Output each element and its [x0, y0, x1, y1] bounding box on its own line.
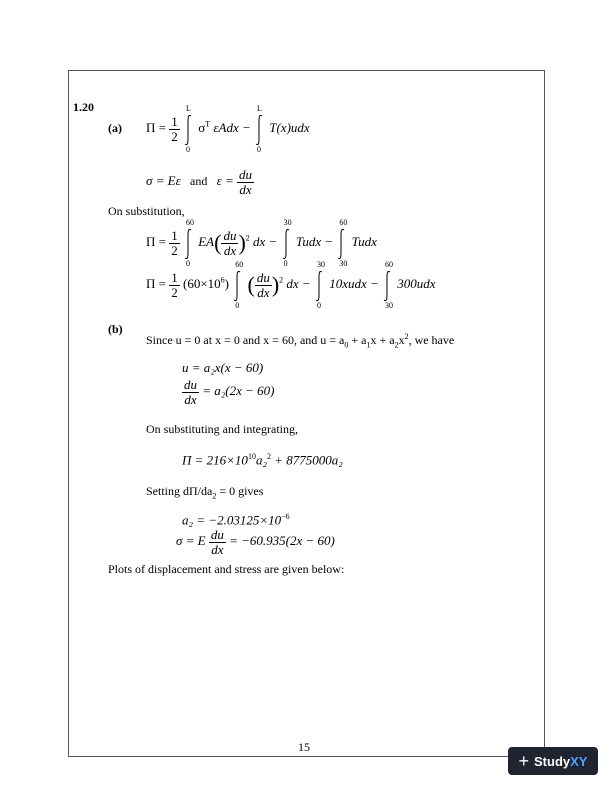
integral-icon: 30 0 — [316, 260, 325, 310]
page-number: 15 — [298, 740, 310, 754]
page-border — [68, 70, 545, 757]
integral-icon: L 0 — [185, 104, 191, 154]
displacement-equation: u = a₂x(x − 60) — [182, 360, 264, 375]
potential-energy-equation-1: Π = $\frac{1}{2}$ 60 0 EA( $\frac{du}{dx}$ )$^2$ dx − 30 0 Tudx − 60 30 Tudx — [146, 218, 377, 268]
part-a-label: (a) — [108, 120, 122, 135]
pi-result-equation: $\Pi = 216\times 10^{10}a_2^2 + 8775000a_2$ — [182, 452, 343, 468]
part-b-label: (b) — [108, 322, 123, 336]
on-substitution-text: On substitution, — [108, 204, 185, 218]
badge-xy-text: XY — [570, 753, 588, 769]
integral-icon: 60 0 — [235, 260, 244, 310]
half-fraction: $\frac{1}{2}$ — [171, 113, 178, 144]
part-a-equation: (a) Π = $\frac{1}{2}$ L 0 $\sigma^T$ εAdx − L 0 T(x)udx — [108, 104, 310, 154]
plus-icon: + — [518, 750, 530, 771]
derivative-equation: $\frac{du}{dx}$ = a₂(2x − 60) — [184, 377, 275, 407]
integral-icon: 60 30 — [385, 260, 394, 310]
a2-result-equation: $a_2 = -2.03125\times 10^{-6}$ — [182, 512, 290, 528]
problem-number: 1.20 — [73, 100, 94, 114]
setting-text: Setting $d\Pi/da_2 = 0$ gives — [146, 484, 264, 501]
badge-study-text: Study — [534, 753, 571, 769]
plots-caption: Plots of displacement and stress are given below: — [108, 562, 345, 576]
sigma-eps-equation: σ = Eε and ε = $\frac{du}{dx}$ — [146, 167, 252, 197]
stress-equation: σ = E $\frac{du}{dx}$ = −60.935(2x − 60) — [176, 527, 335, 557]
integral-icon: L 0 — [257, 104, 262, 154]
potential-energy-equation-2: Π = $\frac{1}{2}$ $(60\times 10^6)$ 60 0 ( $\frac{du}{dx}$ )$^2$ dx − 30 0 10xudx − 60 30 300udx — [146, 260, 436, 310]
integral-icon: 30 0 — [283, 218, 292, 268]
since-text: Since u = 0 at x = 0 and x = 60, and $u = a_0 + a_1x + a_2x^2$, we have — [146, 332, 455, 350]
on-substituting-text: On substituting and integrating, — [146, 422, 298, 436]
integral-icon: 60 30 — [339, 218, 348, 268]
integral-icon: 60 0 — [185, 218, 194, 268]
studyxy-badge[interactable] — [508, 747, 598, 775]
